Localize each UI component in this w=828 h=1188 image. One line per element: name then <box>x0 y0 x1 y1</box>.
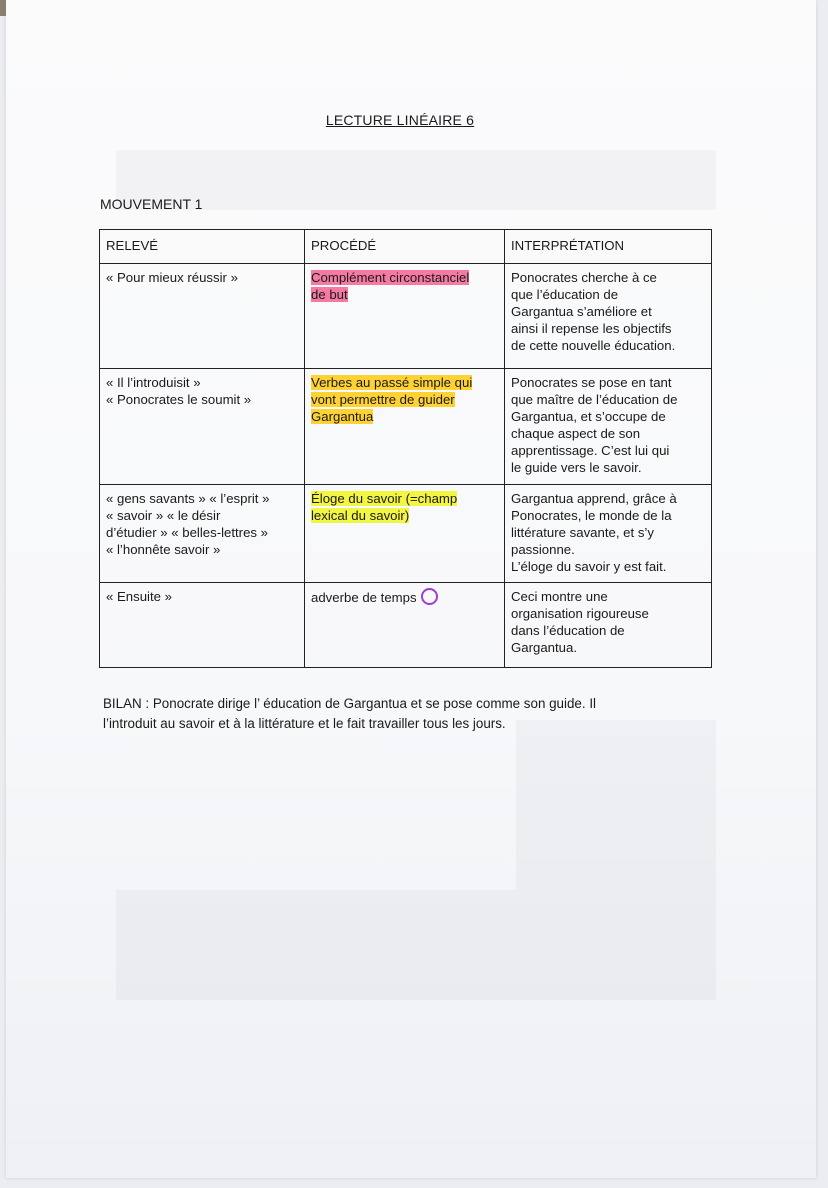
text-line: Gargantua apprend, grâce à <box>511 491 677 506</box>
text-line: « savoir » « le désir <box>106 508 221 523</box>
text-line: chaque aspect de son <box>511 426 641 441</box>
text-line: adverbe de temps <box>311 590 417 605</box>
header-releve: RELEVÉ <box>100 230 305 264</box>
cell-releve <box>100 369 305 485</box>
text-line: « Il l’introduisit » <box>106 375 201 390</box>
cell-procede <box>305 369 505 485</box>
table-row <box>100 264 712 369</box>
text-line: « Pour mieux réussir » <box>106 270 238 285</box>
text-line: de cette nouvelle éducation. <box>511 338 676 353</box>
highlighted-text: Gargantua <box>311 409 374 424</box>
cell-releve <box>100 583 305 668</box>
text-line: Ponocrates, le monde de la <box>511 508 672 523</box>
cell-releve <box>100 264 305 369</box>
show-through-shadow <box>116 890 716 1000</box>
text-line: littérature savante, et s’y <box>511 525 654 540</box>
analysis-table <box>99 229 712 668</box>
cell-procede <box>305 583 505 668</box>
bilan-summary <box>103 694 703 734</box>
circle-annotation-icon <box>421 588 438 605</box>
cell-procede <box>305 485 505 583</box>
text-line: Ponocrates se pose en tant <box>511 375 672 390</box>
table-row <box>100 485 712 583</box>
text-line: BILAN : Ponocrate dirige l’ éducation de Gargantua et se pose comme son guide. Il <box>103 696 597 711</box>
section-heading: MOUVEMENT 1 <box>100 196 203 212</box>
text-line: que maître de l’éducation de <box>511 392 678 407</box>
highlighted-text: Éloge du savoir (=champ <box>311 491 458 506</box>
cell-procede <box>305 264 505 369</box>
highlighted-text: de but <box>311 287 348 302</box>
highlighted-text: vont permettre de guider <box>311 392 455 407</box>
text-line: « l’honnête savoir » <box>106 542 221 557</box>
highlighted-text: lexical du savoir) <box>311 508 410 523</box>
text-line: le guide vers le savoir. <box>511 460 642 475</box>
table-header-row <box>100 230 712 264</box>
text-line: ainsi il repense les objectifs <box>511 321 672 336</box>
table-row <box>100 583 712 668</box>
cell-interpretation <box>505 583 712 668</box>
text-line: Gargantua s’améliore et <box>511 304 652 319</box>
text-line: « Ponocrates le soumit » <box>106 392 252 407</box>
text-line: Gargantua. <box>511 640 577 655</box>
text-line: « Ensuite » <box>106 589 172 604</box>
text-line: organisation rigoureuse <box>511 606 649 621</box>
text-line: apprentissage. C’est lui qui <box>511 443 670 458</box>
show-through-shadow <box>516 720 716 890</box>
header-procede: PROCÉDÉ <box>305 230 505 264</box>
cell-interpretation <box>505 369 712 485</box>
text-line: l’introduit au savoir et à la littérature et le fait travailler tous les jours. <box>103 716 506 731</box>
text-line: d’étudier » « belles-lettres » <box>106 525 269 540</box>
cell-releve <box>100 485 305 583</box>
text-line: « gens savants » « l’esprit » <box>106 491 270 506</box>
text-line: Ponocrates cherche à ce <box>511 270 657 285</box>
text-line: Ceci montre une <box>511 589 608 604</box>
highlighted-text: Complément circonstanciel <box>311 270 470 285</box>
cell-interpretation <box>505 485 712 583</box>
highlighted-text: Verbes au passé simple qui <box>311 375 473 390</box>
text-line: Gargantua, et s’occupe de <box>511 409 666 424</box>
text-line: L’éloge du savoir y est fait. <box>511 559 667 574</box>
table-row <box>100 369 712 485</box>
text-line: passionne. <box>511 542 575 557</box>
show-through-shadow <box>116 150 716 210</box>
page-title: LECTURE LINÉAIRE 6 <box>325 112 475 128</box>
cell-interpretation <box>505 264 712 369</box>
header-interpretation: INTERPRÉTATION <box>505 230 712 264</box>
text-line: dans l’éducation de <box>511 623 625 638</box>
text-line: que l’éducation de <box>511 287 619 302</box>
corner-mark <box>0 0 6 16</box>
